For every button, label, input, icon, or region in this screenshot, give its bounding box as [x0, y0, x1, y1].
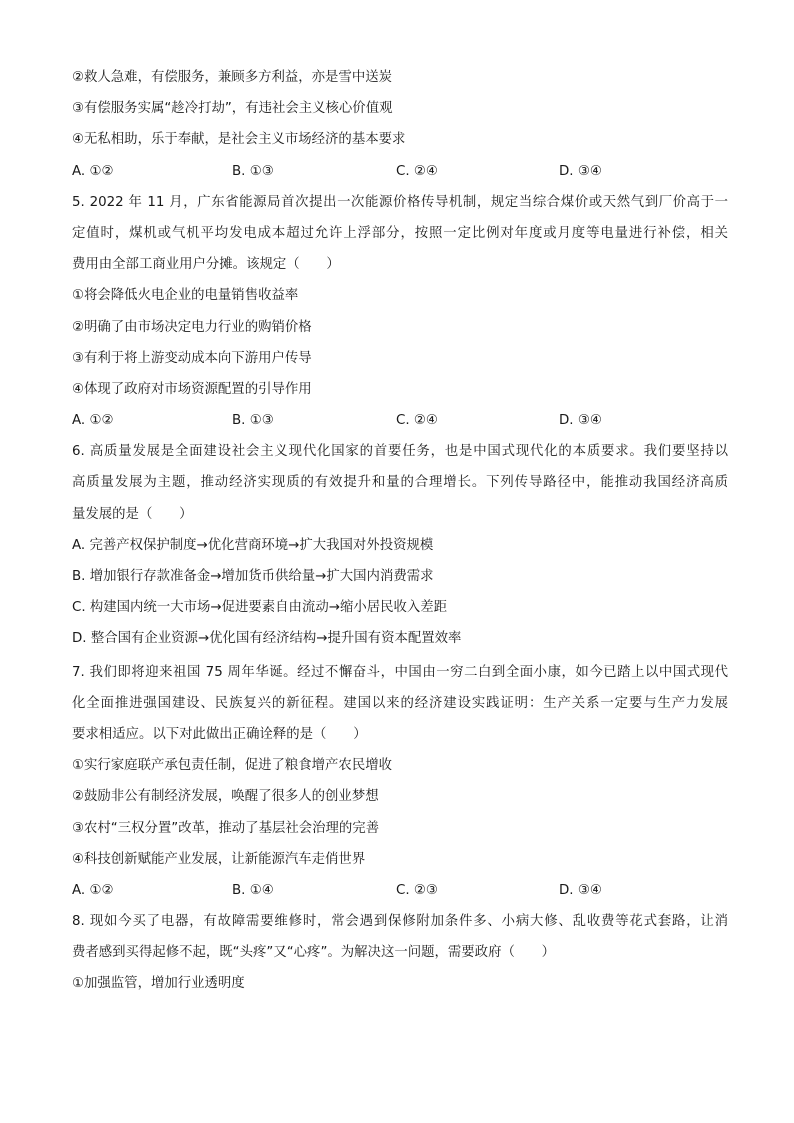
q7-statement-2: ②鼓励非公有制经济发展，唤醒了很多人的创业梦想	[72, 789, 379, 805]
q5-statement-1: ①将会降低火电企业的电量销售收益率	[72, 288, 299, 304]
q4-option-d: D. ③④	[559, 163, 602, 179]
q7-stem-line-2: 化全面推进强国建设、民族复兴的新征程。建国以来的经济建设实践证明：生产关系一定要与生产力发展	[72, 695, 728, 711]
q4-option-c: C. ②④	[396, 163, 438, 179]
q5-statement-4: ④体现了政府对市场资源配置的引导作用	[72, 381, 312, 397]
q5-stem-line-1: 5. 2022 年 11 月，广东省能源局首次提出一次能源价格传导机制，规定当综合煤价或天然气到厂价高于一	[72, 194, 728, 210]
q6-choice-a: A. 完善产权保护制度→优化营商环境→扩大我国对外投资规模	[72, 537, 434, 553]
q4-option-b: B. ①③	[232, 163, 274, 179]
q5-option-b: B. ①③	[232, 413, 274, 429]
q5-option-c: C. ②④	[396, 413, 438, 429]
exam-page	[72, 62, 728, 1000]
q7-stem-line-1: 7. 我们即将迎来祖国 75 周年华诞。经过不懈奋斗，中国由一穷二白到全面小康，如今已踏上以中国式现代	[72, 664, 728, 680]
q7-statement-4: ④科技创新赋能产业发展，让新能源汽车走俏世界	[72, 851, 366, 867]
q5-stem-line-2: 定值时，煤机或气机平均发电成本超过允许上浮部分，按照一定比例对年度或月度等电量进行补偿，相关	[72, 225, 728, 241]
q6-choice-d: D. 整合国有企业资源→优化国有经济结构→提升国有资本配置效率	[72, 631, 462, 647]
q4-statement-3: ③有偿服务实属“趁冷打劫”，有违社会主义核心价值观	[72, 101, 393, 117]
q7-option-c: C. ②③	[396, 882, 438, 898]
q7-option-a: A. ①②	[72, 882, 114, 898]
q4-statement-4: ④无私相助，乐于奉献，是社会主义市场经济的基本要求	[72, 132, 406, 148]
q4-option-a: A. ①②	[72, 163, 114, 179]
q8-stem-line-1: 8. 现如今买了电器，有故障需要维修时，常会遇到保修附加条件多、小病大修、乱收费等花式套路，让消	[72, 914, 728, 930]
q5-statement-3: ③有利于将上游变动成本向下游用户传导	[72, 350, 312, 366]
q7-statement-1: ①实行家庭联产承包责任制，促进了粮食增产农民增收	[72, 758, 392, 774]
q7-statement-3: ③农村“三权分置”改革，推动了基层社会治理的完善	[72, 820, 380, 836]
q7-option-d: D. ③④	[559, 882, 602, 898]
q6-stem-line-1: 6. 高质量发展是全面建设社会主义现代化国家的首要任务，也是中国式现代化的本质要求。我们要坚持以	[72, 444, 728, 460]
q8-stem-line-2: 费者感到买得起修不起，既“头疼”又“心疼”。为解决这一问题，需要政府（ ）	[72, 945, 556, 961]
q6-stem-line-2: 高质量发展为主题，推动经济实现质的有效提升和量的合理增长。下列传导路径中，能推动我国经济高质	[72, 475, 728, 491]
q5-option-a: A. ①②	[72, 413, 114, 429]
q8-statement-1: ①加强监管，增加行业透明度	[72, 976, 245, 992]
q5-options	[72, 405, 728, 436]
q5-statement-2: ②明确了由市场决定电力行业的购销价格	[72, 319, 312, 335]
q7-stem-line-3: 要求相适应。以下对此做出正确诠释的是（ ）	[72, 726, 367, 742]
q4-options	[72, 156, 728, 187]
q5-option-d: D. ③④	[559, 413, 602, 429]
q7-options	[72, 875, 728, 906]
q5-stem-line-3: 费用由全部工商业用户分摊。该规定（ ）	[72, 257, 340, 273]
q4-statement-2: ②救人急难，有偿服务，兼顾多方利益，亦是雪中送炭	[72, 70, 392, 85]
q6-choice-c: C. 构建国内统一大市场→促进要素自由流动→缩小居民收入差距	[72, 600, 448, 616]
q6-stem-line-3: 量发展的是（ ）	[72, 506, 193, 522]
q6-choice-b: B. 增加银行存款准备金→增加货币供给量→扩大国内消费需求	[72, 569, 434, 584]
q7-option-b: B. ①④	[232, 882, 274, 898]
